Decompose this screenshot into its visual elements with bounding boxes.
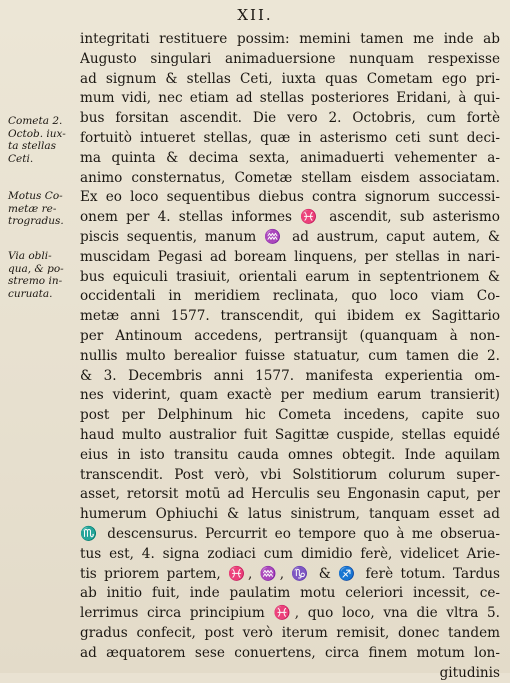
text-line: eius in isto transitu cauda omnes obtegit. Inde aquilam [80,446,500,466]
margin-note-line: Via obli- [8,250,78,263]
text-line: tus est, 4. signa zodiaci cum dimidio ferè, videlicet Arie- [80,545,500,565]
margin-note-comet-october [8,115,78,165]
text-line: occidentali in meridiem reclinata, quo loco viam Co- [80,287,500,307]
margin-note-line: qua, & po- [8,263,78,276]
text-line: haud multo australior fuit Sagittæ cuspide, stellas equidé [80,426,500,446]
margin-note-oblique-path [8,250,78,300]
text-line: piscis sequentis, manum ♒ ad austrum, caput autem, & [80,228,500,248]
margin-note-line: ta stellas [8,140,78,153]
text-line: transcendit. Post verò, vbi Solstitiorum colurum super- [80,466,500,486]
text-line: ♏ descensurus. Percurrit eo tempore quo à me obserua- [80,525,500,545]
text-line: metæ anni 1577. transcendit, qui ibidem ex Sagittario [80,307,500,327]
margin-note-retrograde-motion [8,190,78,228]
text-line: gradus confecit, post verò iterum remisit, donec tandem [80,624,500,644]
text-line: ad æquatorem sese conuertens, circa finem motum lon- [80,644,500,664]
margin-note-line: trogradus. [8,215,78,228]
text-line: muscidam Pegasi ad boream linquens, per stellas in nari- [80,248,500,268]
text-line: bus equiculi trasiuit, orientali earum in septentrionem & [80,268,500,288]
body-text [80,30,500,683]
text-line: & 3. Decembris anni 1577. manifesta experientia om- [80,367,500,387]
margin-note-line: Cometa 2. [8,115,78,128]
text-line: Augusto singulari animaduersione nunquam respexisse [80,50,500,70]
margin-note-line: curuata. [8,288,78,301]
margin-note-line: stremo in- [8,275,78,288]
page-folio: XII. [0,6,510,24]
text-line: bus forsitan ascendit. Die vero 2. Octobris, cum fortè [80,109,500,129]
text-line: integritati restituere possim: memini tamen me inde ab [80,30,500,50]
text-line: animo consternatus, Cometæ stellam eisdem associatam. [80,169,500,189]
margin-note-line: Octob. iux- [8,128,78,141]
text-line: asset, retorsit motū ad Herculis seu Engonasin caput, per [80,485,500,505]
margin-note-line: metæ re- [8,203,78,216]
text-line: onem per 4. stellas informes ♓ ascendit, sub asterismo [80,208,500,228]
text-line: per Antinoum accedens, pertransijt (quanquam à non- [80,327,500,347]
margin-note-line: Ceti. [8,153,78,166]
margin-note-line: Motus Co- [8,190,78,203]
text-line: tis priorem partem, ♓, ♒, ♑ & ♐ ferè totum. Tardus [80,565,500,585]
text-line: gitudinis [80,664,500,683]
text-line: post per Delphinum hic Cometa incedens, capite suo [80,406,500,426]
text-line: mum vidi, nec etiam ad stellas posteriores Eridani, à qui- [80,89,500,109]
text-line: humerum Ophiuchi & latus sinistrum, tanquam esset ad [80,505,500,525]
text-line: nes viderint, quam exactè per medium earum transierit) [80,386,500,406]
text-line: ad signum & stellas Ceti, iuxta quas Cometam ego pri- [80,70,500,90]
text-line: lerrimus circa principium ♓, quo loco, vna die vltra 5. [80,604,500,624]
text-line: Ex eo loco sequentibus diebus contra signorum successi- [80,188,500,208]
text-line: ab initio fuit, inde paulatim motu celeriori incessit, ce- [80,584,500,604]
text-line: fortuitò intueret stellas, quæ in asterismo ceti sunt deci- [80,129,500,149]
text-line: ma quinta & decima sexta, animaduerti vehementer a- [80,149,500,169]
text-line: nullis multo berealior fuisse statuatur, cum tamen die 2. [80,347,500,367]
